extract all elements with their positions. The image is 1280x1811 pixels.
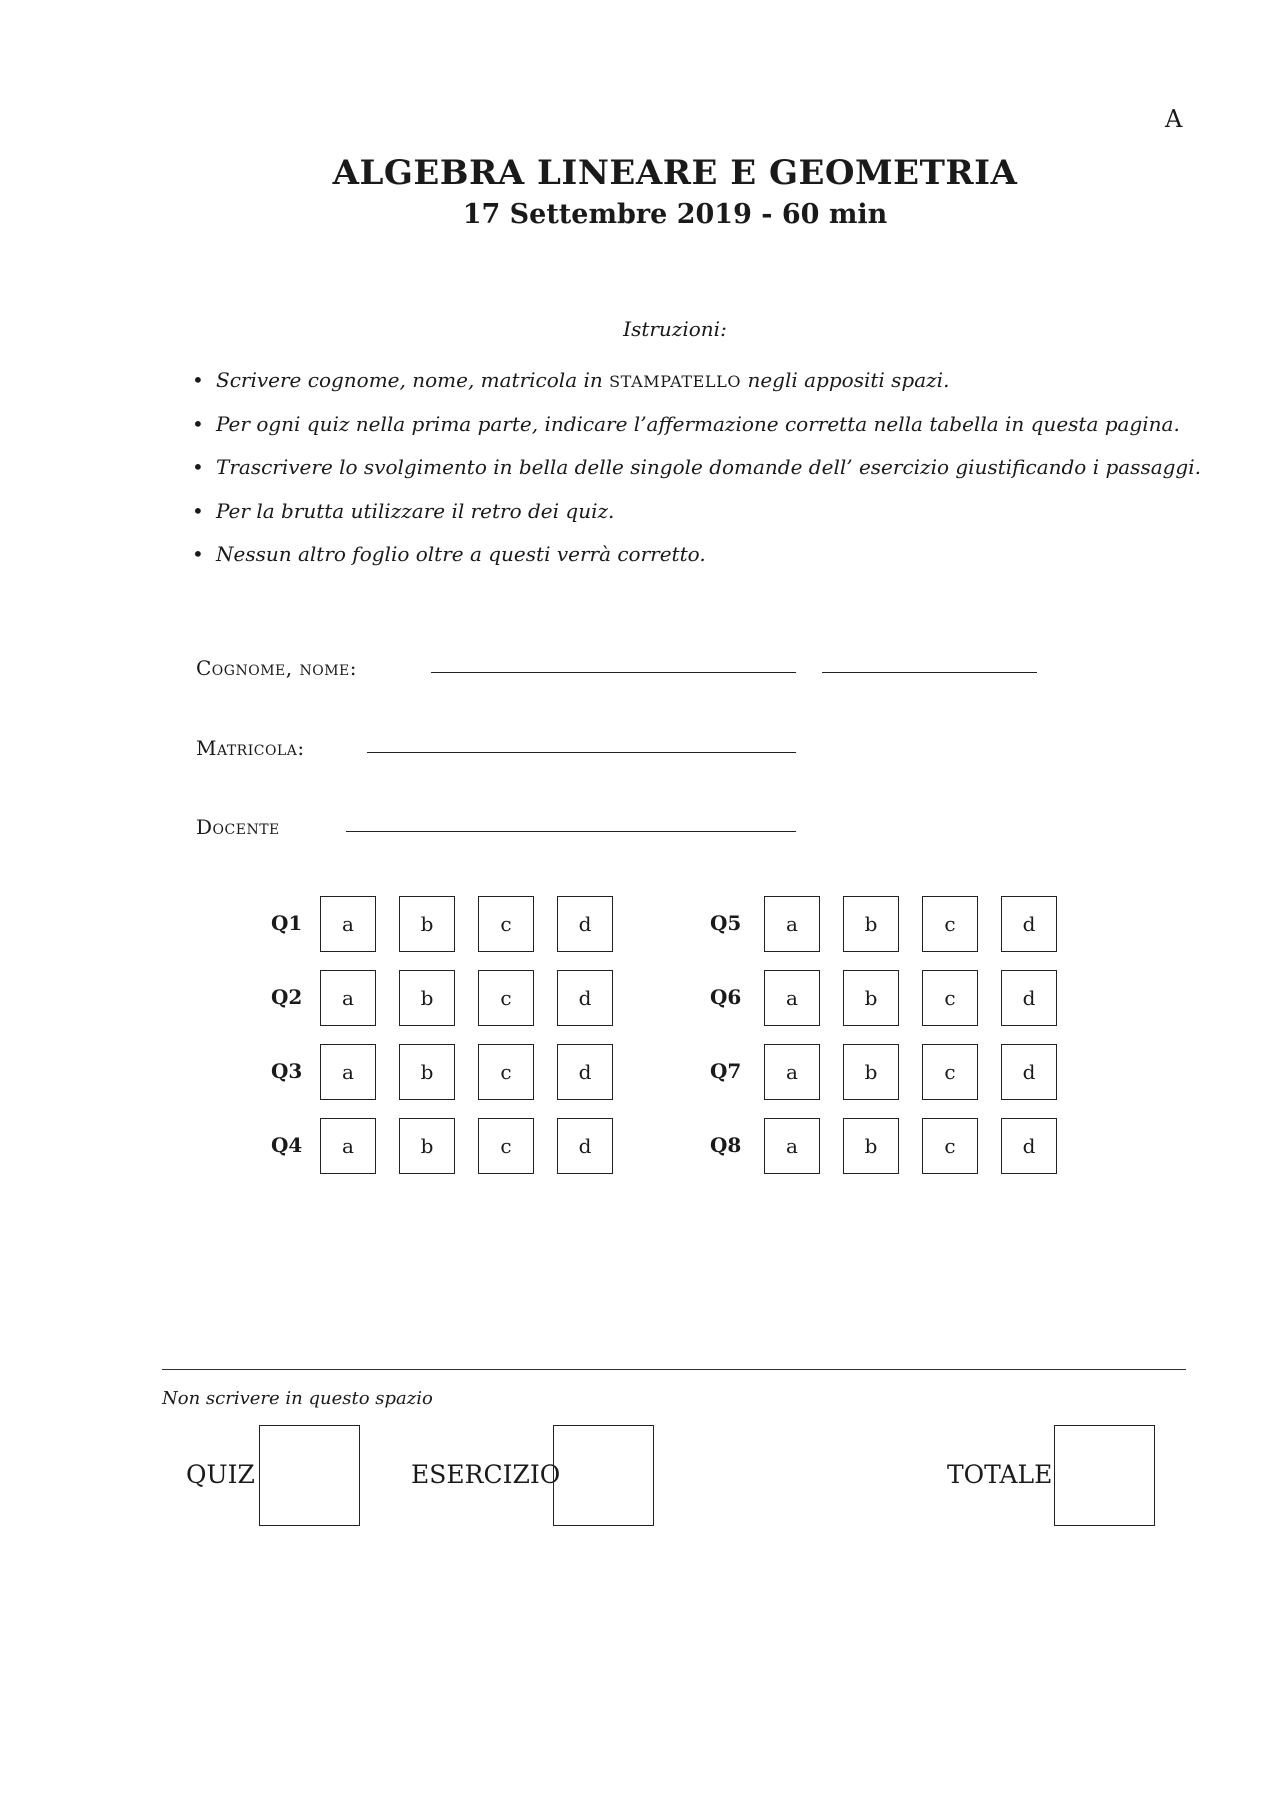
docente-label: Docente (196, 815, 280, 839)
answer-box-q4-a[interactable]: a (320, 1118, 376, 1174)
matricola-field[interactable] (367, 752, 796, 753)
answer-box-q3-b[interactable]: b (399, 1044, 455, 1100)
exam-subtitle: 17 Settembre 2019 - 60 min (462, 199, 888, 230)
question-label: Q8 (710, 1133, 742, 1157)
instruction-text: negli appositi spazi. (741, 368, 950, 392)
instruction-item: • Nessun altro foglio oltre a questi verrà corretto. (192, 542, 1192, 586)
exam-title: ALGEBRA LINEARE E GEOMETRIA (332, 153, 1018, 193)
answer-box-q8-c[interactable]: c (922, 1118, 978, 1174)
totale-score-box (1054, 1425, 1155, 1526)
answer-box-q5-c[interactable]: c (922, 896, 978, 952)
answer-box-q4-d[interactable]: d (557, 1118, 613, 1174)
answer-box-q5-b[interactable]: b (843, 896, 899, 952)
question-label: Q6 (710, 985, 742, 1009)
answer-box-q1-d[interactable]: d (557, 896, 613, 952)
exam-version: A (1165, 105, 1183, 133)
answer-box-q2-b[interactable]: b (399, 970, 455, 1026)
answer-box-q5-d[interactable]: d (1001, 896, 1057, 952)
answer-box-q2-a[interactable]: a (320, 970, 376, 1026)
question-label: Q3 (271, 1059, 303, 1083)
answer-box-q5-a[interactable]: a (764, 896, 820, 952)
answer-box-q1-c[interactable]: c (478, 896, 534, 952)
answer-box-q4-b[interactable]: b (399, 1118, 455, 1174)
question-label: Q2 (271, 985, 303, 1009)
instruction-item: • Per ogni quiz nella prima parte, indicare l’affermazione corretta nella tabella in questa pagina. (192, 412, 1192, 456)
docente-field[interactable] (346, 831, 796, 832)
answer-box-q6-c[interactable]: c (922, 970, 978, 1026)
answer-box-q7-a[interactable]: a (764, 1044, 820, 1100)
answer-box-q6-b[interactable]: b (843, 970, 899, 1026)
answer-box-q2-d[interactable]: d (557, 970, 613, 1026)
esercizio-score-box (553, 1425, 654, 1526)
answer-box-q3-a[interactable]: a (320, 1044, 376, 1100)
answer-box-q3-c[interactable]: c (478, 1044, 534, 1100)
totale-score-label: TOTALE (947, 1460, 1053, 1489)
answer-box-q4-c[interactable]: c (478, 1118, 534, 1174)
answer-box-q7-c[interactable]: c (922, 1044, 978, 1100)
instruction-item: • Per la brutta utilizzare il retro dei quiz. (192, 499, 1192, 543)
esercizio-score-label: ESERCIZIO (411, 1460, 561, 1489)
answer-box-q6-a[interactable]: a (764, 970, 820, 1026)
surname-field[interactable] (431, 672, 796, 673)
firstname-field[interactable] (822, 672, 1037, 673)
instruction-caps: STAMPATELLO (609, 372, 742, 391)
answer-box-q8-a[interactable]: a (764, 1118, 820, 1174)
answer-box-q3-d[interactable]: d (557, 1044, 613, 1100)
instruction-text: Scrivere cognome, nome, matricola in (216, 368, 610, 392)
matricola-label: Matricola: (196, 736, 305, 760)
instructions-list (192, 368, 1201, 586)
question-label: Q4 (271, 1133, 303, 1157)
instructions-heading: Istruzioni: (623, 317, 727, 341)
answer-box-q7-b[interactable]: b (843, 1044, 899, 1100)
answer-box-q2-c[interactable]: c (478, 970, 534, 1026)
footer-divider (162, 1369, 1186, 1370)
instruction-item: • Trascrivere lo svolgimento in bella delle singole domande dell’ esercizio giustificando i passaggi. (192, 455, 1192, 499)
answer-box-q8-d[interactable]: d (1001, 1118, 1057, 1174)
answer-box-q1-b[interactable]: b (399, 896, 455, 952)
quiz-score-label: QUIZ (186, 1460, 255, 1489)
answer-box-q6-d[interactable]: d (1001, 970, 1057, 1026)
answer-box-q1-a[interactable]: a (320, 896, 376, 952)
instruction-item (192, 368, 1192, 412)
question-label: Q1 (271, 911, 303, 935)
no-write-note: Non scrivere in questo spazio (162, 1388, 433, 1409)
quiz-score-box (259, 1425, 360, 1526)
question-label: Q5 (710, 911, 742, 935)
answer-box-q7-d[interactable]: d (1001, 1044, 1057, 1100)
name-label: Cognome, nome: (196, 656, 357, 680)
answer-box-q8-b[interactable]: b (843, 1118, 899, 1174)
question-label: Q7 (710, 1059, 742, 1083)
